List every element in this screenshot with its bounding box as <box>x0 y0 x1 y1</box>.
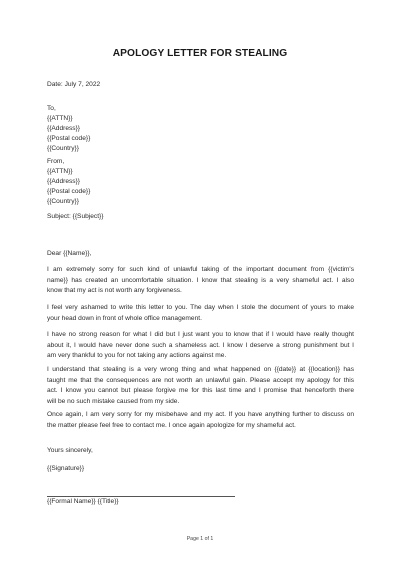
to-address: {{Address}} <box>47 125 80 132</box>
formal-name-title: {{Formal Name}} {{Title}} <box>47 498 119 505</box>
closing: Yours sincerely, <box>47 447 93 454</box>
paragraph-line: I have no strong reason for what I did but I just want you to know that if I would have really thought <box>47 331 354 338</box>
from-attn: {{ATTN}} <box>47 168 73 175</box>
paragraph-line: I am extremely sorry for such kind of unlawful taking of the important document from {{victim's <box>47 266 354 273</box>
paragraph-line: I feel very ashamed to write this letter to you. The day when I stole the document of yours to make <box>47 304 354 311</box>
salutation: Dear {{Name}}, <box>47 250 92 257</box>
to-attn: {{ATTN}} <box>47 115 73 122</box>
to-label: To, <box>47 105 56 112</box>
from-country: {{Country}} <box>47 198 79 205</box>
paragraph-line: know that my act is not worth any forgiveness. <box>47 287 182 295</box>
page-number: Page 1 of 1 <box>186 536 214 542</box>
paragraph-line: about it, I would have never done such a shameless act. I know I deserve a strong punishment but I <box>47 341 354 349</box>
paragraph-line: name}} has created an uncomfortable situation. I know that stealing is a very shameful act. I also <box>47 276 354 284</box>
paragraph-line: I understand that stealing is a very wrong thing and what happened on {{date}} at {{location}} has <box>47 366 354 373</box>
signature-placeholder: {{Signature}} <box>47 465 85 472</box>
paragraph-line: act. I know you cannot but please forgive me for this last time and I promise that henceforth there <box>47 387 354 395</box>
body-paragraph-2 <box>47 303 354 324</box>
body-paragraph-5 <box>47 410 354 431</box>
from-label: From, <box>47 158 65 165</box>
paragraph-line: the matter please feel free to contact me. I once again apologize for my shameful act. <box>47 421 296 429</box>
from-address: {{Address}} <box>47 178 80 185</box>
date-line: Date: July 7, 2022 <box>47 81 101 88</box>
to-country: {{Country}} <box>47 145 79 152</box>
body-paragraph-3 <box>47 330 354 362</box>
subject-line: Subject: {{Subject}} <box>47 213 104 220</box>
paragraph-line: Once again, I am very sorry for my misbehave and my act. If you have anything further to discuss on <box>47 411 354 418</box>
document-title: APOLOGY LETTER FOR STEALING <box>112 48 288 59</box>
paragraph-line: am very thankful to you for not taking any actions against me. <box>47 352 227 360</box>
body-paragraph-1 <box>47 265 354 297</box>
paragraph-line: will be no such mistake caused from my side. <box>47 397 180 405</box>
body-paragraph-4 <box>47 365 354 407</box>
to-postal-code: {{Postal code}} <box>47 135 91 142</box>
paragraph-line: taught me that the consequences are not worth an unlawful gain. Please accept my apology for this <box>47 376 354 384</box>
paragraph-line: your head down in front of whole office management. <box>47 314 202 322</box>
from-postal-code: {{Postal code}} <box>47 188 91 195</box>
